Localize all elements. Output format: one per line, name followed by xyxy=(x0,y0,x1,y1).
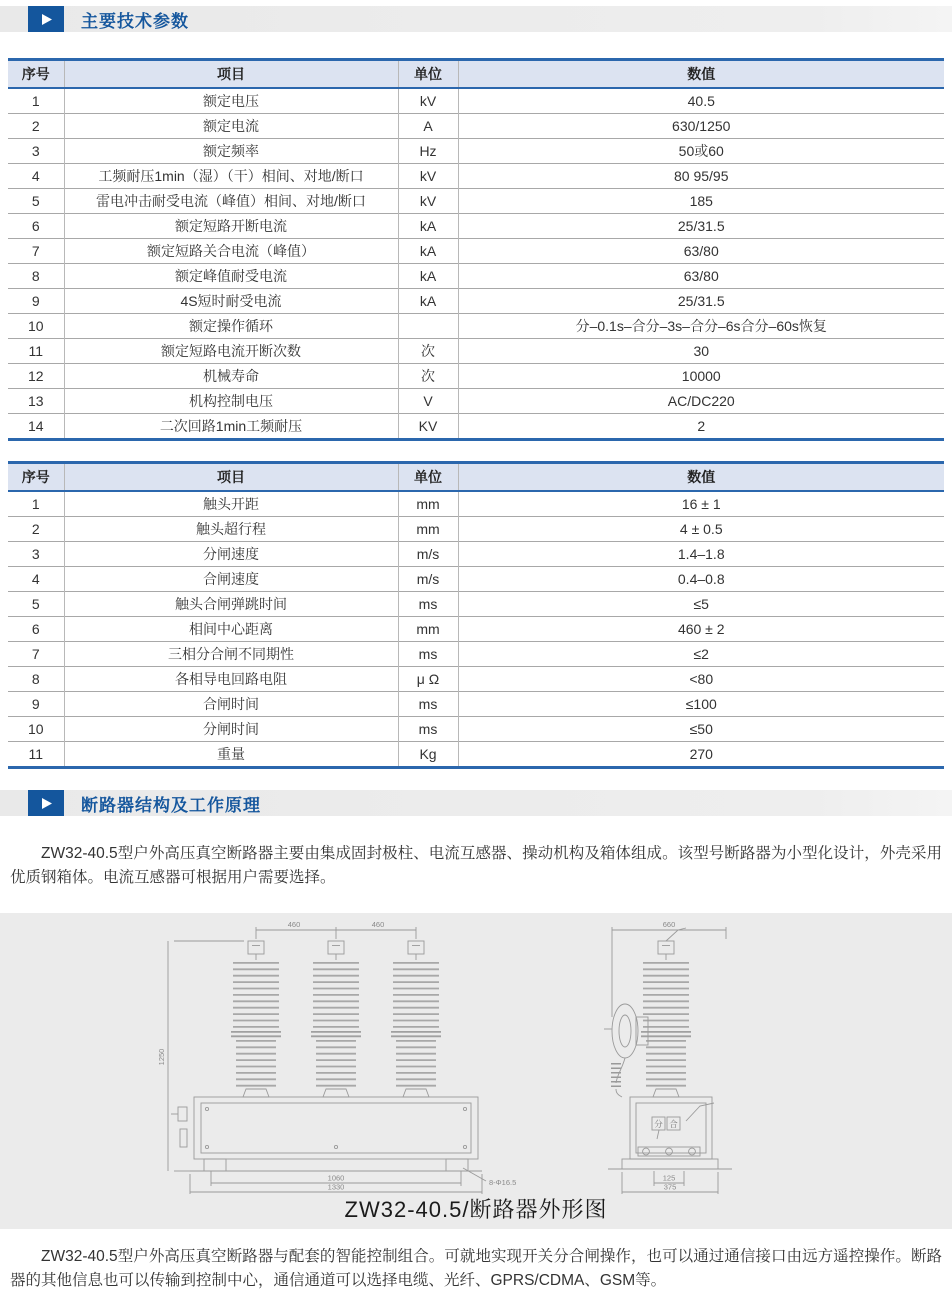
row-index: 6 xyxy=(8,617,64,642)
row-unit: ms xyxy=(398,692,458,717)
section-header-1 xyxy=(0,6,952,32)
front-view xyxy=(157,920,516,1194)
table-header-row xyxy=(8,463,944,492)
row-value: 270 xyxy=(458,742,944,768)
row-unit: kA xyxy=(398,264,458,289)
table-row xyxy=(8,617,944,642)
row-unit: Kg xyxy=(398,742,458,768)
table-header-row xyxy=(8,60,944,89)
row-index: 10 xyxy=(8,314,64,339)
side-view xyxy=(604,920,732,1194)
row-item: 4S短时耐受电流 xyxy=(64,289,398,314)
row-unit: kV xyxy=(398,189,458,214)
row-unit: ms xyxy=(398,717,458,742)
row-index: 9 xyxy=(8,692,64,717)
table-row xyxy=(8,642,944,667)
play-icon xyxy=(28,790,64,816)
table-row xyxy=(8,88,944,114)
row-index: 2 xyxy=(8,114,64,139)
row-item: 合闸速度 xyxy=(64,567,398,592)
row-unit: A xyxy=(398,114,458,139)
column-header-value: 数值 xyxy=(458,60,944,89)
row-item: 分闸时间 xyxy=(64,717,398,742)
section-header-2 xyxy=(0,790,952,816)
column-header-item: 项目 xyxy=(64,463,398,492)
row-index: 5 xyxy=(8,189,64,214)
open-indicator-label: 分 xyxy=(654,1119,663,1129)
row-item: 各相导电回路电阻 xyxy=(64,667,398,692)
table-row xyxy=(8,189,944,214)
breaker-outline-drawing xyxy=(26,917,926,1195)
row-value: 460 ± 2 xyxy=(458,617,944,642)
row-index: 4 xyxy=(8,567,64,592)
row-unit: m/s xyxy=(398,542,458,567)
row-value: 50或60 xyxy=(458,139,944,164)
dim-label: 1060 xyxy=(327,1173,345,1183)
table-row xyxy=(8,314,944,339)
row-index: 11 xyxy=(8,742,64,768)
row-item: 机构控制电压 xyxy=(64,389,398,414)
table-row xyxy=(8,289,944,314)
row-index: 6 xyxy=(8,214,64,239)
row-value: ≤100 xyxy=(458,692,944,717)
row-index: 14 xyxy=(8,414,64,440)
table-row xyxy=(8,567,944,592)
table-row xyxy=(8,389,944,414)
table-row xyxy=(8,139,944,164)
row-item: 重量 xyxy=(64,742,398,768)
row-item: 额定短路电流开断次数 xyxy=(64,339,398,364)
dim-label: 1250 xyxy=(157,1048,166,1066)
row-index: 2 xyxy=(8,517,64,542)
row-index: 5 xyxy=(8,592,64,617)
column-header-unit: 单位 xyxy=(398,463,458,492)
row-unit: mm xyxy=(398,517,458,542)
row-index: 8 xyxy=(8,264,64,289)
column-header-unit: 单位 xyxy=(398,60,458,89)
row-value: 0.4–0.8 xyxy=(458,567,944,592)
row-unit: 次 xyxy=(398,339,458,364)
row-item: 额定短路关合电流（峰值） xyxy=(64,239,398,264)
dim-label: 460 xyxy=(371,920,385,929)
column-header-index: 序号 xyxy=(8,463,64,492)
row-value: ≤2 xyxy=(458,642,944,667)
row-index: 7 xyxy=(8,642,64,667)
table-row xyxy=(8,264,944,289)
row-item: 工频耐压1min（湿）（干）相间、对地/断口 xyxy=(64,164,398,189)
mechanical-parameters-table xyxy=(8,461,944,769)
row-unit: kA xyxy=(398,214,458,239)
table-row xyxy=(8,692,944,717)
figure-panel xyxy=(0,913,952,1229)
row-index: 4 xyxy=(8,164,64,189)
row-value: 80 95/95 xyxy=(458,164,944,189)
row-unit: ms xyxy=(398,592,458,617)
row-unit: KV xyxy=(398,414,458,440)
row-item: 相间中心距离 xyxy=(64,617,398,642)
play-icon xyxy=(28,6,64,32)
table-row xyxy=(8,114,944,139)
row-index: 9 xyxy=(8,289,64,314)
row-item: 分闸速度 xyxy=(64,542,398,567)
row-unit: m/s xyxy=(398,567,458,592)
row-value: 4 ± 0.5 xyxy=(458,517,944,542)
dim-label: 375 xyxy=(663,1182,677,1192)
table-row xyxy=(8,742,944,768)
row-value: <80 xyxy=(458,667,944,692)
row-item: 触头合闸弹跳时间 xyxy=(64,592,398,617)
row-item: 额定电流 xyxy=(64,114,398,139)
row-unit: kV xyxy=(398,88,458,114)
row-unit: ms xyxy=(398,642,458,667)
row-item: 额定频率 xyxy=(64,139,398,164)
row-index: 11 xyxy=(8,339,64,364)
control-paragraph: ZW32-40.5型户外高压真空断路器与配套的智能控制组合。可就地实现开关分合闸操作，也可以通过通信接口由远方遥控操作。断路器的其他信息也可以传输到控制中心，通信通道可以选择电缆、光纤、GPRS/CDMA、GSM等。 xyxy=(10,1248,942,1289)
row-index: 1 xyxy=(8,491,64,517)
section-title: 断路器结构及工作原理 xyxy=(81,795,261,815)
row-unit: kA xyxy=(398,289,458,314)
electrical-parameters-table xyxy=(8,58,944,441)
row-value: ≤5 xyxy=(458,592,944,617)
row-item: 额定电压 xyxy=(64,88,398,114)
row-value: 25/31.5 xyxy=(458,289,944,314)
row-index: 10 xyxy=(8,717,64,742)
row-unit: μ Ω xyxy=(398,667,458,692)
column-header-index: 序号 xyxy=(8,60,64,89)
row-unit: kA xyxy=(398,239,458,264)
row-value: ≤50 xyxy=(458,717,944,742)
row-item: 二次回路1min工频耐压 xyxy=(64,414,398,440)
row-value: 1.4–1.8 xyxy=(458,542,944,567)
row-value: 185 xyxy=(458,189,944,214)
table-row xyxy=(8,517,944,542)
row-item: 三相分合闸不同期性 xyxy=(64,642,398,667)
column-header-item: 项目 xyxy=(64,60,398,89)
row-unit: Hz xyxy=(398,139,458,164)
row-value: 40.5 xyxy=(458,88,944,114)
table-row xyxy=(8,592,944,617)
row-value: AC/DC220 xyxy=(458,389,944,414)
row-item: 触头开距 xyxy=(64,491,398,517)
dim-label: 125 xyxy=(662,1173,676,1183)
close-indicator-label: 合 xyxy=(669,1119,678,1129)
row-unit: mm xyxy=(398,617,458,642)
row-unit: 次 xyxy=(398,364,458,389)
row-unit: kV xyxy=(398,164,458,189)
row-unit: V xyxy=(398,389,458,414)
table-row xyxy=(8,239,944,264)
row-item: 额定短路开断电流 xyxy=(64,214,398,239)
row-index: 8 xyxy=(8,667,64,692)
column-header-value: 数值 xyxy=(458,463,944,492)
row-value: 10000 xyxy=(458,364,944,389)
row-index: 7 xyxy=(8,239,64,264)
table-row xyxy=(8,667,944,692)
row-value: 630/1250 xyxy=(458,114,944,139)
dim-label: 1330 xyxy=(327,1182,345,1192)
table-row xyxy=(8,214,944,239)
dim-label: 460 xyxy=(287,920,301,929)
row-item: 触头超行程 xyxy=(64,517,398,542)
row-index: 3 xyxy=(8,139,64,164)
row-value: 25/31.5 xyxy=(458,214,944,239)
table-row xyxy=(8,414,944,440)
structure-paragraph: ZW32-40.5型户外高压真空断路器主要由集成固封极柱、电流互感器、操动机构及箱体组成。该型号断路器为小型化设计，外壳采用优质钢箱体。电流互感器可根据用户需要选择。 xyxy=(10,845,942,886)
row-unit: mm xyxy=(398,491,458,517)
row-item: 机械寿命 xyxy=(64,364,398,389)
figure-caption: ZW32-40.5/断路器外形图 xyxy=(344,1197,608,1222)
row-unit xyxy=(398,314,458,339)
row-index: 3 xyxy=(8,542,64,567)
row-value: 2 xyxy=(458,414,944,440)
table-row xyxy=(8,164,944,189)
row-item: 额定峰值耐受电流 xyxy=(64,264,398,289)
row-value: 63/80 xyxy=(458,264,944,289)
row-index: 13 xyxy=(8,389,64,414)
dim-label-holes: 8-Φ16.5 xyxy=(489,1178,517,1187)
row-index: 1 xyxy=(8,88,64,114)
dim-label: 660 xyxy=(662,920,676,929)
section-title: 主要技术参数 xyxy=(81,11,189,31)
table-row xyxy=(8,717,944,742)
row-index: 12 xyxy=(8,364,64,389)
row-value: 63/80 xyxy=(458,239,944,264)
table-row xyxy=(8,364,944,389)
table-row xyxy=(8,542,944,567)
row-item: 合闸时间 xyxy=(64,692,398,717)
row-value: 分–0.1s–合分–3s–合分–6s合分–60s恢复 xyxy=(458,314,944,339)
table-row xyxy=(8,339,944,364)
row-item: 额定操作循环 xyxy=(64,314,398,339)
row-value: 30 xyxy=(458,339,944,364)
row-item: 雷电冲击耐受电流（峰值）相间、对地/断口 xyxy=(64,189,398,214)
row-value: 16 ± 1 xyxy=(458,491,944,517)
table-row xyxy=(8,491,944,517)
